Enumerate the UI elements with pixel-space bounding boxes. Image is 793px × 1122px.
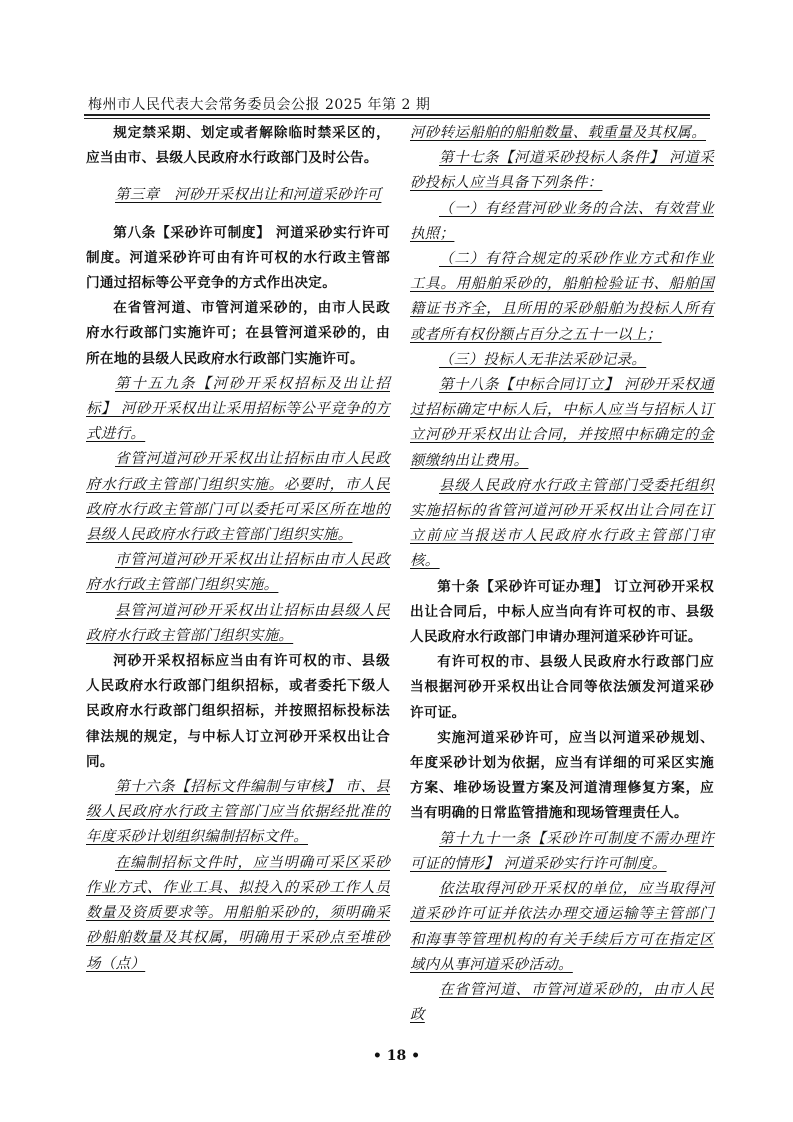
article-16-revised: 第十六条【招标文件编制与审核】 市、县级人民政府水行政主管部门应当依据经批准的年度采砂计划组织编制招标文件。: [86, 779, 390, 846]
right-column: [410, 121, 714, 1028]
article-17-revised: 第十七条【河道采砂投标人条件】 河道采砂投标人应当具备下列条件：: [410, 150, 714, 192]
list-item-revised: （三）投标人无非法采砂记录。: [439, 351, 647, 368]
paragraph: 在省管河道、市管河道采砂的，由市人民政府水行政部门实施许可；在县管河道采砂的，由所在地的县级人民政府水行政部门实施许可。: [86, 300, 390, 367]
paragraph-revised: 县级人民政府水行政主管部门受委托组织实施招标的省管河道河砂开采权出让合同在订立前应当报送市人民政府水行政主管部门审核。: [410, 477, 714, 570]
paragraph-revised: 市管河道河砂开采权出让招标由市人民政府水行政主管部门组织实施。: [86, 552, 390, 594]
journal-header: 梅州市人民代表大会常务委员会公报 2025 年第 2 期: [88, 97, 431, 113]
paragraph: 实施河道采砂许可，应当以河道采砂规划、年度采砂计划为依据，应当有详细的可采区实施方案、堆砂场设置方案及河道清理修复方案，应当有明确的日常监管措施和现场管理责任人。: [410, 729, 714, 822]
article-18-revised: 第十八条【中标合同订立】 河砂开采权通过招标确定中标人后，中标人应当与招标人订立河砂开采权出让合同，并按照中标确定的金额缴纳出让费用。: [410, 377, 714, 469]
article-19-11-revised: 第十九十一条【采砂许可制度不需办理许可证的情形】 河道采砂实行许可制度。: [410, 830, 714, 872]
paragraph: 河砂开采权招标应当由有许可权的市、县级人民政府水行政部门组织招标，或者委托下级人民政府水行政部门组织招标，并按照招标投标法律法规的规定，与中标人订立河砂开采权出让合同。: [86, 653, 390, 770]
paragraph-revised: 在编制招标文件时，应当明确可采区采砂作业方式、作业工具、拟投入的采砂工作人员数量及资质要求等。用船舶采砂的，须明确采砂船舶数量及其权属，明确用于采砂点至堆砂场（点）: [86, 854, 390, 972]
list-item-revised: （一）有经营河砂业务的合法、有效营业执照；: [410, 200, 714, 242]
paragraph-revised: 在省管河道、市管河道采砂的，由市人民政: [410, 981, 714, 1024]
header-rule: [84, 114, 710, 116]
list-item-revised: （二）有符合规定的采砂作业方式和作业工具。用船舶采砂的，船舶检验证书、船舶国籍证书齐全，且所用的采砂船舶为投标人所有或者所有权份额占百分之五十一以上；: [410, 251, 714, 343]
left-column: [86, 121, 390, 977]
chapter-heading: 第三章 河砂开采权出让和河道采砂许可: [115, 187, 382, 204]
header-rule-thin: [84, 118, 710, 119]
article-15-9-revised: 第十五九条【河砂开采权招标及出让招标】 河砂开采权出让采用招标等公平竞争的方式进行。: [86, 375, 390, 443]
paragraph-revised: 依法取得河砂开采权的单位，应当取得河道采砂许可证并依法办理交通运输等主管部门和海事等管理机构的有关手续后方可在指定区域内从事河道采砂活动。: [410, 881, 714, 973]
paragraph: 有许可权的市、县级人民政府水行政部门应当根据河砂开采权出让合同等依法颁发河道采砂许可证。: [410, 654, 714, 721]
paragraph-revised: 河砂转运船舶的船舶数量、载重量及其权属。: [410, 125, 706, 141]
paragraph-revised: 省管河道河砂开采权出让招标由市人民政府水行政主管部门组织实施。必要时，市人民政府水行政主管部门可以委托可采区所在地的县级人民政府水行政主管部门组织实施。: [86, 451, 390, 544]
article-10: 第十条【采砂许可证办理】 订立河砂开采权出让合同后，中标人应当向有许可权的市、县级人民政府水行政部门申请办理河道采砂许可证。: [410, 578, 714, 646]
paragraph-revised: 县管河道河砂开采权出让招标由县级人民政府水行政主管部门组织实施。: [86, 602, 390, 644]
article-8: 第八条【采砂许可制度】 河道采砂实行许可制度。河道采砂许可由有许可权的水行政主管部门通过招标等公平竞争的方式作出决定。: [86, 224, 390, 292]
paragraph: 规定禁采期、划定或者解除临时禁采区的，应当由市、县级人民政府水行政部门及时公告。: [86, 125, 390, 167]
page-number: • 18 •: [372, 1048, 421, 1064]
